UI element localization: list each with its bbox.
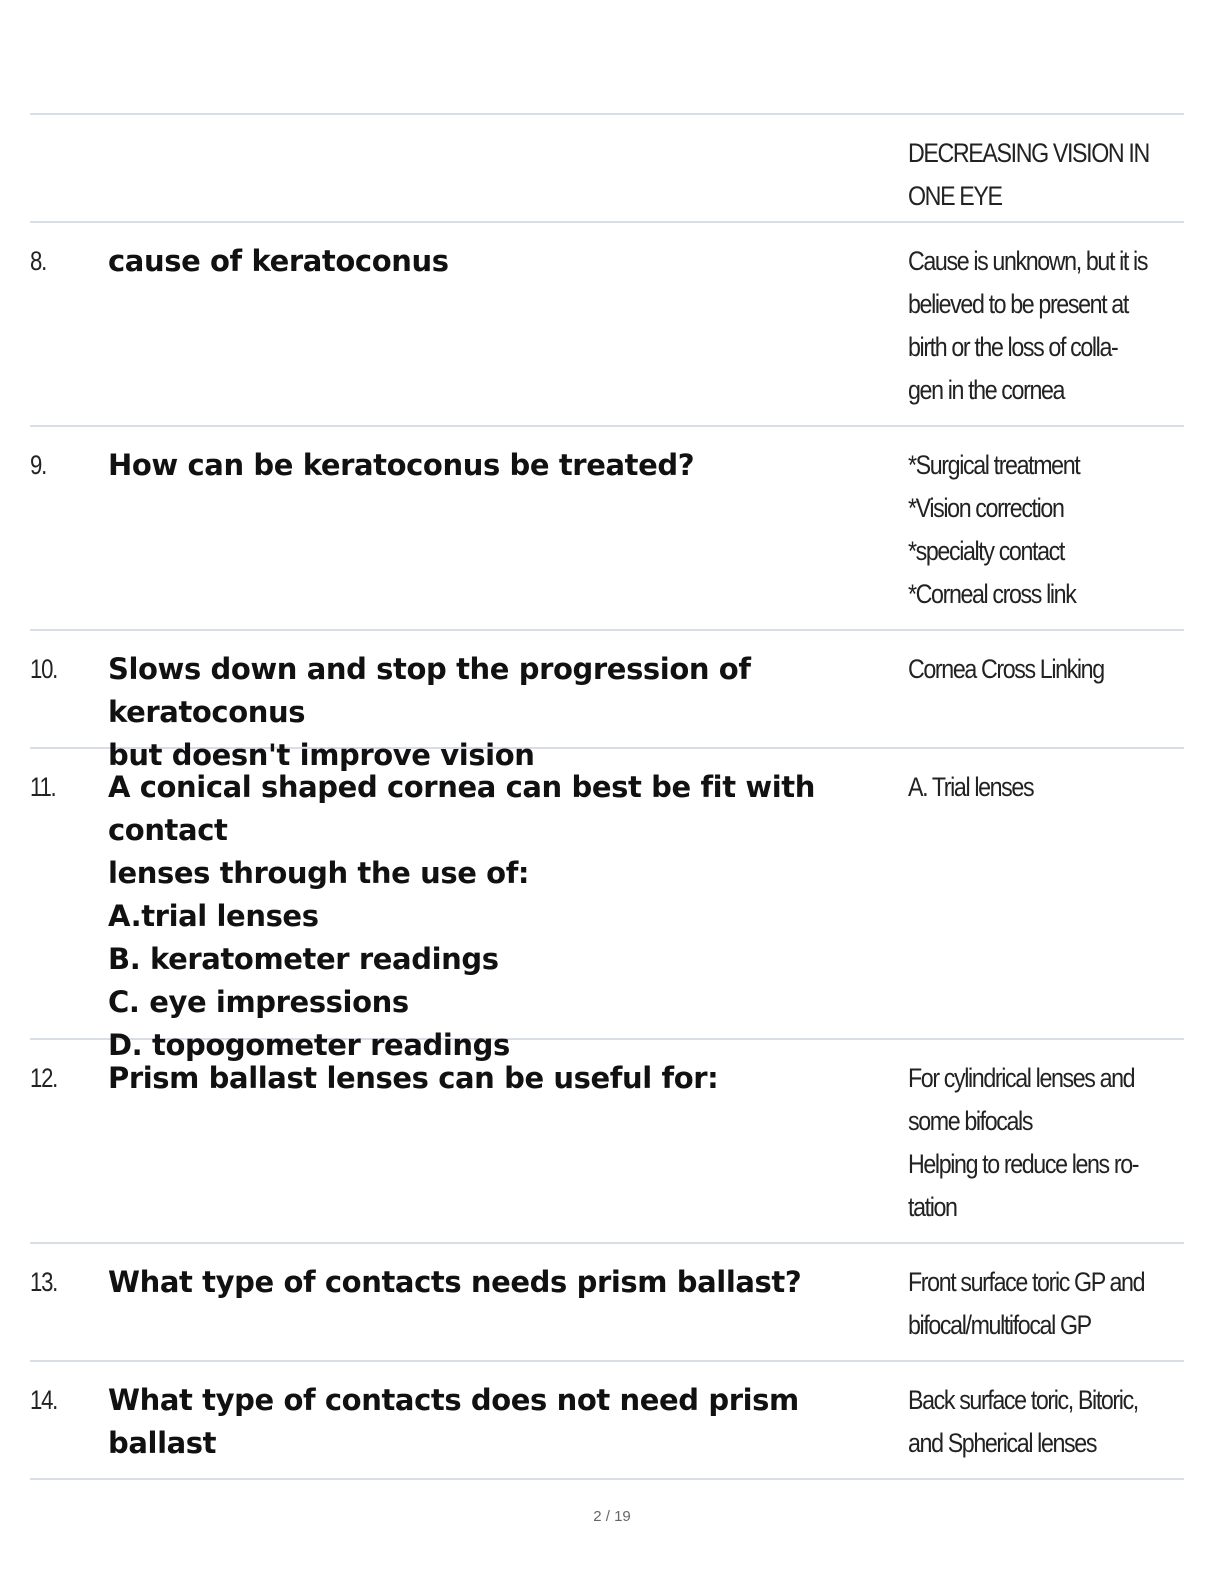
table-row [30, 425, 1184, 629]
table-row [30, 629, 1184, 772]
row-definition [908, 223, 1224, 425]
row-number: 8. [30, 246, 47, 276]
definition-text: For cylindrical lenses and some bifocals Helping to reduce lens ro- tation [908, 1063, 1139, 1222]
row-number: 12. [30, 1063, 58, 1093]
row-definition [908, 115, 1224, 221]
row-term: What type of contacts does not need prism ballast [108, 1383, 799, 1460]
definition-text: Back surface toric, Bitoric, and Spherical lenses [908, 1385, 1138, 1458]
definition-text: DECREASING VISION IN ONE EYE [908, 138, 1149, 211]
row-term: Prism ballast lenses can be useful for: [108, 1061, 719, 1095]
row-number: 10. [30, 654, 58, 684]
row-definition [908, 1362, 1224, 1478]
definition-text: Front surface toric GP and bifocal/multifocal GP [908, 1267, 1145, 1340]
row-number: 9. [30, 450, 47, 480]
row-definition [908, 631, 1224, 747]
row-definition [908, 1040, 1224, 1242]
table-row [30, 747, 1184, 1062]
definition-text: A. Trial lenses [908, 772, 1034, 802]
row-definition [908, 1244, 1224, 1360]
table-row [30, 1360, 1184, 1480]
row-term: A conical shaped cornea can best be fit with contact lenses through the use of: A.trial lenses B. keratometer readings C. eye impressions D. topogometer readings [108, 770, 816, 1062]
row-term [108, 115, 908, 221]
row-number: 11. [30, 772, 56, 802]
row-number [30, 115, 94, 221]
row-number: 14. [30, 1385, 58, 1415]
definition-text: *Surgical treatment *Vision correction *specialty contact *Corneal cross link [908, 450, 1080, 609]
definition-text: Cause is unknown, but it is believed to be present at birth or the loss of colla- gen in the cornea [908, 246, 1148, 405]
row-term: Slows down and stop the progression of keratoconus but doesn't improve vision [108, 652, 751, 772]
row-definition [908, 427, 1224, 629]
page-indicator: 2 / 19 [593, 1508, 631, 1525]
flashcard-table [30, 113, 1184, 1480]
row-definition [908, 749, 1224, 1038]
row-number: 13. [30, 1267, 58, 1297]
definition-text: Cornea Cross Linking [908, 654, 1104, 684]
table-row [30, 221, 1184, 425]
table-row [30, 113, 1184, 221]
row-term: How can be keratoconus be treated? [108, 448, 695, 482]
row-term: What type of contacts needs prism ballast? [108, 1265, 802, 1299]
table-row [30, 1242, 1184, 1360]
table-row [30, 1038, 1184, 1242]
row-term: cause of keratoconus [108, 244, 449, 278]
